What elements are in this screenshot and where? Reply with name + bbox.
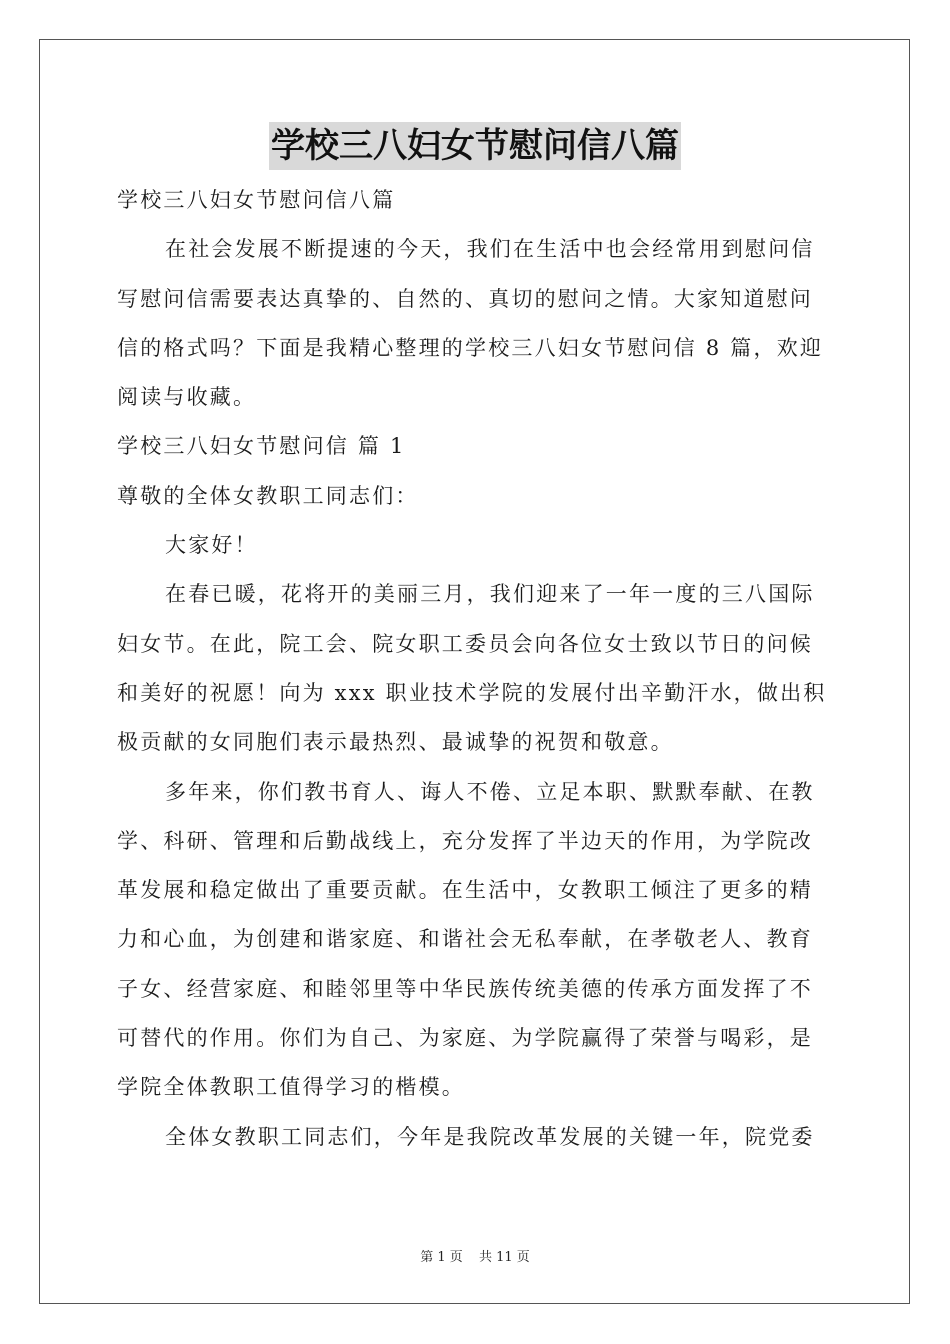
text-line: 极贡献的女同胞们表示最热烈、最诚挚的祝贺和敬意。 xyxy=(117,730,674,755)
text-line: 大家好！ xyxy=(165,533,258,558)
text-line: 尊敬的全体女教职工同志们： xyxy=(117,483,419,508)
text-line: 全体女教职工同志们，今年是我院改革发展的关键一年，院党委 xyxy=(165,1124,815,1149)
page-total: 共 11 页 xyxy=(478,1250,530,1265)
text-line: 和美好的祝愿！向为 xxx 职业技术学院的发展付出辛勤汗水，做出积 xyxy=(117,680,827,705)
text-line: 革发展和稳定做出了重要贡献。在生活中，女教职工倾注了更多的精 xyxy=(117,878,813,903)
text-line: 在春已暖，花将开的美丽三月，我们迎来了一年一度的三八国际 xyxy=(165,582,815,607)
text-line: 信的格式吗？下面是我精心整理的学校三八妇女节慰问信 8 篇，欢迎 xyxy=(117,335,824,360)
text-line: 学校三八妇女节慰问信 篇 1 xyxy=(117,434,406,459)
text-line: 多年来，你们教书育人、诲人不倦、立足本职、默默奉献、在教 xyxy=(165,779,815,804)
document-body xyxy=(117,176,833,1162)
text-line: 可替代的作用。你们为自己、为家庭、为学院赢得了荣誉与喝彩，是 xyxy=(117,1026,813,1051)
text-line: 妇女节。在此，院工会、院女职工委员会向各位女士致以节日的问候 xyxy=(117,631,813,656)
document-title: 学校三八妇女节慰问信八篇 xyxy=(269,122,681,170)
text-line: 力和心血，为创建和谐家庭、和谐社会无私奉献，在孝敬老人、教育 xyxy=(117,927,813,952)
text-line: 子女、经营家庭、和睦邻里等中华民族传统美德的传承方面发挥了不 xyxy=(117,976,813,1001)
text-line: 阅读与收藏。 xyxy=(117,385,257,410)
text-line: 学校三八妇女节慰问信八篇 xyxy=(117,188,396,212)
text-line: 学、科研、管理和后勤战线上，充分发挥了半边天的作用，为学院改 xyxy=(117,828,813,853)
page-number: 第 1 页 xyxy=(420,1250,463,1265)
text-line: 学院全体教职工值得学习的楷模。 xyxy=(117,1075,465,1100)
text-line: 在社会发展不断提速的今天，我们在生活中也会经常用到慰问信 xyxy=(165,237,815,262)
page-footer xyxy=(0,1246,950,1265)
text-line: 写慰问信需要表达真挚的、自然的、真切的慰问之情。大家知道慰问 xyxy=(117,286,813,311)
title-container xyxy=(0,122,950,170)
